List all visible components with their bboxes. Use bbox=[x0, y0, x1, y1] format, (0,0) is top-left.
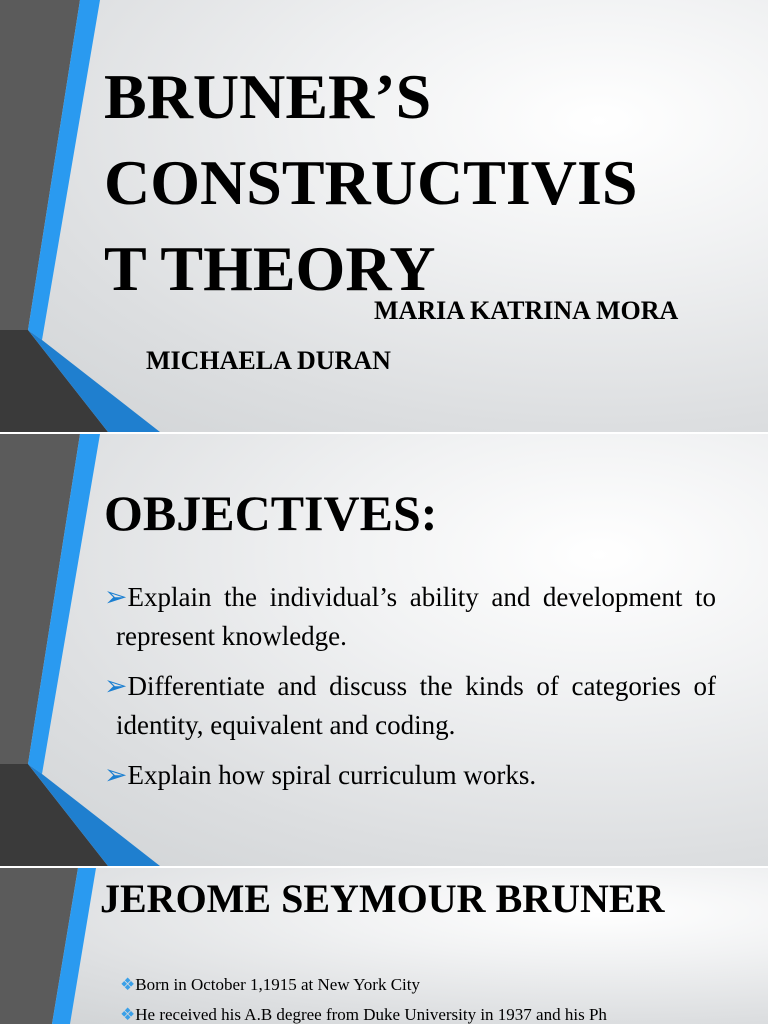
list-item bbox=[104, 578, 716, 655]
arrow-bullet-icon: ➢ bbox=[104, 671, 128, 702]
list-item bbox=[104, 667, 716, 744]
objectives-list bbox=[104, 578, 716, 807]
list-item bbox=[104, 756, 716, 795]
author-name: MARIA KATRINA MORA bbox=[374, 296, 679, 325]
slide-title: JEROME SEYMOUR BRUNER bbox=[100, 876, 665, 921]
title-slide bbox=[0, 0, 768, 432]
title-line-2: CONSTRUCTIVIS bbox=[104, 147, 638, 218]
list-item bbox=[120, 974, 720, 996]
arrow-bullet-icon: ➢ bbox=[104, 582, 128, 613]
biography-slide bbox=[0, 868, 768, 1024]
author-name: MICHAELA DURAN bbox=[146, 346, 391, 375]
slide-title: OBJECTIVES: bbox=[104, 485, 438, 541]
title-line-3: T THEORY bbox=[104, 233, 436, 304]
presentation-title bbox=[104, 54, 637, 312]
diamond-bullet-icon: ❖ bbox=[120, 975, 136, 994]
biography-text: Born in October 1,1915 at New York City bbox=[135, 975, 420, 994]
objective-text: Explain how spiral curriculum works. bbox=[127, 760, 537, 790]
objectives-slide bbox=[0, 434, 768, 866]
biography-list bbox=[120, 974, 720, 1024]
arrow-bullet-icon: ➢ bbox=[104, 760, 128, 791]
objective-text: Differentiate and discuss the kinds of categories of identity, equivalent and coding. bbox=[116, 671, 716, 740]
diamond-bullet-icon: ❖ bbox=[120, 1005, 136, 1024]
biography-text: He received his A.B degree from Duke University in 1937 and his Ph bbox=[135, 1005, 607, 1024]
objective-text: Explain the individual’s ability and development to represent knowledge. bbox=[116, 582, 716, 651]
title-line-1: BRUNER’S bbox=[104, 61, 432, 132]
list-item bbox=[120, 1004, 720, 1024]
